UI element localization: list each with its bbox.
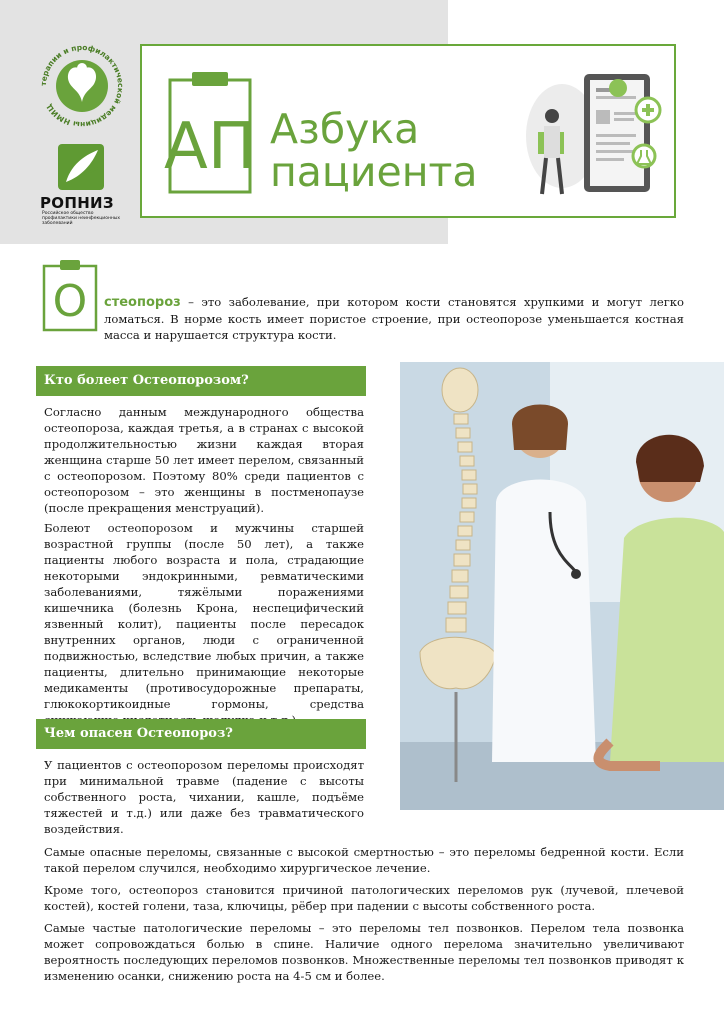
section-danger-paragraph-3: Кроме того, остеопороз становится причиной патологических переломов рук (лучевой, плечевой костей), костей голени, таза, ключицы, рёбер при падении с высоты собственного роста.	[44, 883, 684, 913]
brand-title-line2: пациента	[270, 148, 478, 196]
intro-paragraph	[104, 294, 684, 343]
intro-text: – это заболевание, при котором кости становятся хрупкими и могут легко ломаться. В норме кость имеет пористое строение, при остеопорозе уменьшается костная масса и нарушается структура кости.	[104, 295, 684, 342]
intro-lead-word: стеопороз	[104, 295, 181, 310]
doctor-patient-spine-photo	[400, 362, 724, 810]
drop-letter: О	[52, 276, 88, 327]
ropniz-name: РОПНИЗ	[40, 194, 114, 212]
medical-documents-illustration	[522, 66, 664, 202]
brand-title	[270, 105, 478, 196]
ropniz-subtitle: Российское общество профилактики неинфекционных заболеваний	[42, 211, 121, 226]
section-who-paragraph-2: Болеют остеопорозом и мужчины старшей возрастной группы (после 50 лет), а также пациенты любого возраста и пола, страдающие некоторыми эндокринными, ревматическими заболеваниями, тяжёлыми поражениями кишечника (болезнь Крона, неспецифический язвенный колит), пациенты после пересадок внутренних органов, люди с ограниченной подвижностью, вследствие любых причин, а также пациенты, длительно принимающие некоторые медикаменты (противосудорожные препараты, глюкокортикоидные гормоны, средства	[44, 521, 364, 711]
section-heading-danger: Чем опасен Остеопороз?	[36, 719, 366, 749]
section-danger-paragraph-1: У пациентов с остеопорозом переломы происходят при минимальной травме (падение с высоты собственного роста, чихании, кашле, подъёме тяжестей и т.д.) или даже без травматического воздействия.	[44, 758, 364, 836]
nmic-logo	[36, 40, 128, 132]
drop-letter-clipboard-icon	[40, 258, 100, 334]
brand-title-line1: Азбука	[270, 105, 420, 153]
section-danger-paragraph-4: Самые частые патологические переломы – это переломы тел позвонков. Перелом тела позвонка может сопровождаться болью в спине. Наличие одного перелома значительно увеличивают вероятность последующих переломов позвонков. Множественные переломы тел позвонков приводят к изменению осанки, снижению роста на 4-5 см и более.	[44, 921, 684, 983]
section-heading-who: Кто болеет Остеопорозом?	[36, 366, 366, 396]
nmic-logo-text: терапии и профилактической медицины НМИЦ	[38, 42, 126, 130]
section-danger-paragraph-2: Самые опасные переломы, связанные с высокой смертностью – это переломы бедренной кости. Если такой перелом случился, необходимо хирургическое лечение.	[44, 845, 684, 875]
badge-letters: АП	[164, 110, 256, 184]
section-who-paragraph-1: Согласно данным международного общества остеопороза, каждая третья, а в странах с высокой продолжительностью жизни каждая вторая женщина старше 50 лет имеет перелом, связанный с остеопорозом. Поэтому 80% среди пациентов с остеопорозом – это женщины в постменопаузе (после прекращения менструаций).	[44, 405, 364, 515]
clipboard-badge-icon	[162, 70, 258, 196]
